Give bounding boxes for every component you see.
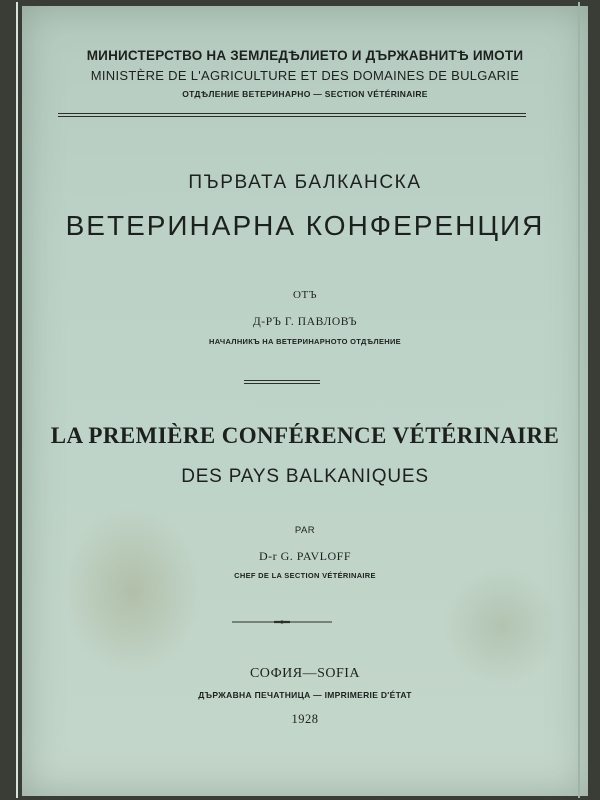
header-rule-thin bbox=[58, 116, 526, 117]
author-fr: D-r G. PAVLOFF bbox=[258, 549, 352, 563]
title-fr-line1: LA PREMIÈRE CONFÉRENCE VÉTÉRINAIRE bbox=[50, 423, 560, 448]
by-fr: PAR bbox=[294, 525, 316, 536]
year: 1928 bbox=[291, 712, 319, 726]
ministry-fr: MINISTÈRE DE L'AGRICULTURE ET DES DOMAINES DE BULGARIE bbox=[90, 68, 520, 83]
ornament-rule bbox=[232, 617, 332, 627]
by-bg: ОТЪ bbox=[293, 289, 317, 301]
author-role-fr: CHEF DE LA SECTION VÉTÉRINAIRE bbox=[234, 571, 376, 580]
printer: ДЪРЖАВНА ПЕЧАТНИЦА — IMPRIMERIE D'ÉTAT bbox=[198, 690, 412, 700]
header-rule bbox=[58, 113, 526, 114]
divider-rule bbox=[244, 380, 320, 381]
title-fr-line2: DES PAYS BALKANIQUES bbox=[181, 466, 429, 487]
divider-rule-2 bbox=[244, 383, 320, 384]
author-bg: Д-РЪ Г. ПАВЛОВЪ bbox=[252, 316, 358, 328]
title-bg-line2: ВЕТЕРИНАРНА КОНФЕРЕНЦИЯ bbox=[65, 210, 545, 241]
author-role-bg: НАЧАЛНИКЪ НА ВЕТЕРИНАРНОТО ОТДѢЛЕНИЕ bbox=[209, 337, 401, 346]
title-bg-line1: ПЪРВАТА БАЛКАНСКА bbox=[188, 172, 422, 193]
section-name: ОТДѢЛЕНИЕ ВЕТЕРИНАРНО — SECTION VÉTÉRINAIRE bbox=[182, 89, 428, 99]
ministry-bg: МИНИСТЕРСТВО НА ЗЕМЛЕДѢЛИЕТО И ДЪРЖАВНИТѢ ИМОТИ bbox=[86, 48, 524, 63]
city: СОФИЯ—SOFIA bbox=[249, 666, 361, 681]
